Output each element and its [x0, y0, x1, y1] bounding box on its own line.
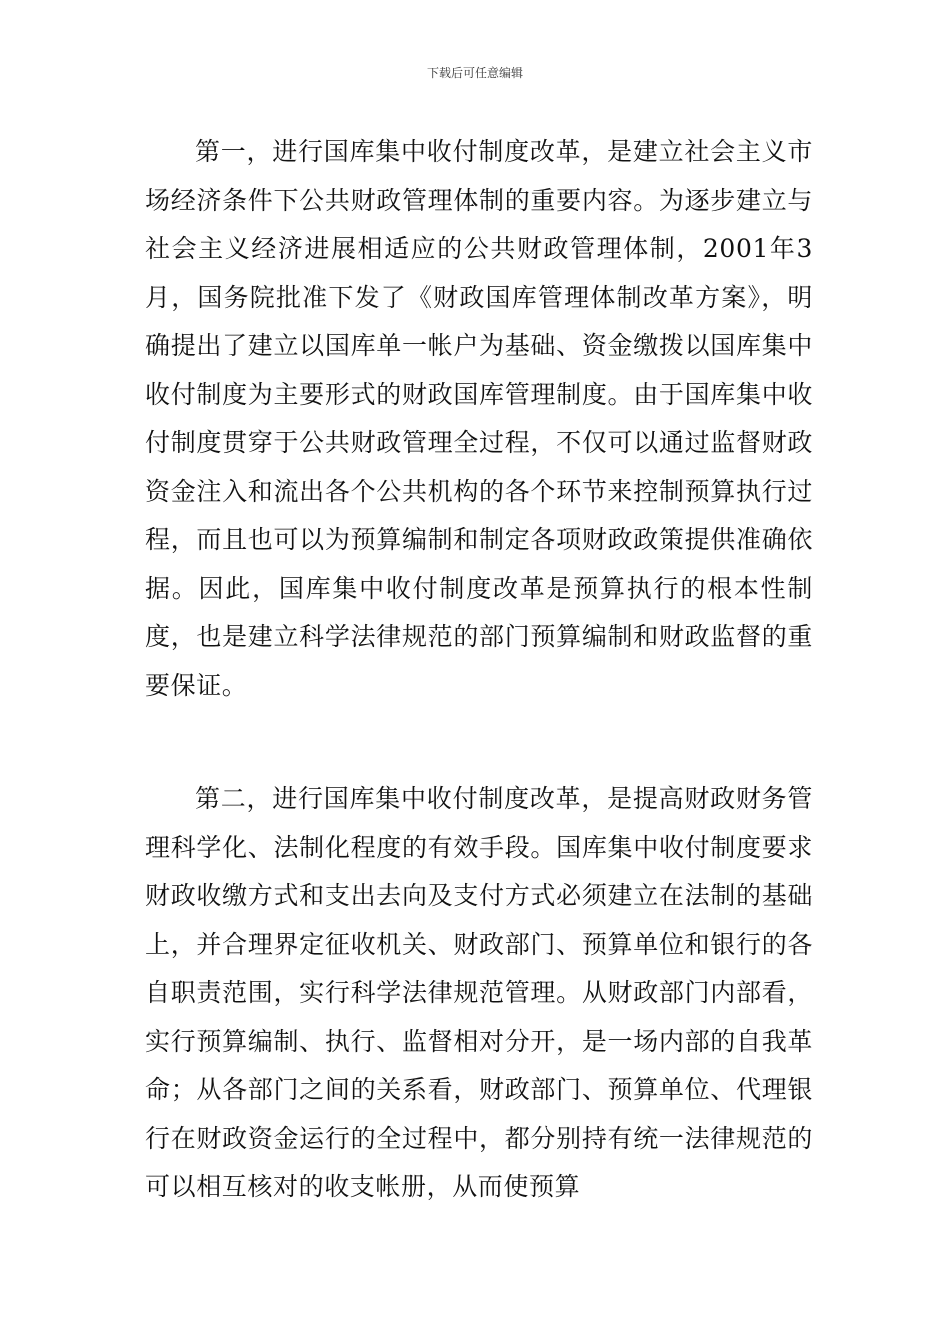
- paragraph-1: 第一，进行国库集中收付制度改革，是建立社会主义市场经济条件下公共财政管理体制的重要内容。为逐步建立与社会主义经济进展相适应的公共财政管理体制，2001年3月，国务院批准下发了《财政国库管理体制改革方案》，明确提出了建立以国库单一帐户为基础、资金缴拨以国库集中收付制度为主要形式的财政国库管理制度。由于国库集中收付制度贯穿于公共财政管理全过程，不仅可以通过监督财政资金注入和流出各个公共机构的各个环节来控制预算执行过程，而且也可以为预算编制和制定各项财政政策提供准确依据。因此，国库集中收付制度改革是预算执行的根本性制度，也是建立科学法律规范的部门预算编制和财政监督的重要保证。: [145, 137, 813, 700]
- page-header: 下载后可任意编辑: [426, 66, 523, 80]
- paragraph-2: 第二，进行国库集中收付制度改革，是提高财政财务管理科学化、法制化程度的有效手段。国库集中收付制度要求财政收缴方式和支出去向及支付方式必须建立在法制的基础上，并合理界定征收机关、财政部门、预算单位和银行的各自职责范围，实行科学法律规范管理。从财政部门内部看，实行预算编制、执行、监督相对分开，是一场内部的自我革命；从各部门之间的关系看，财政部门、预算单位、代理银行在财政资金运行的全过程中，都分别持有统一法律规范的可以相互核对的收支帐册，从而使预算: [145, 784, 813, 1201]
